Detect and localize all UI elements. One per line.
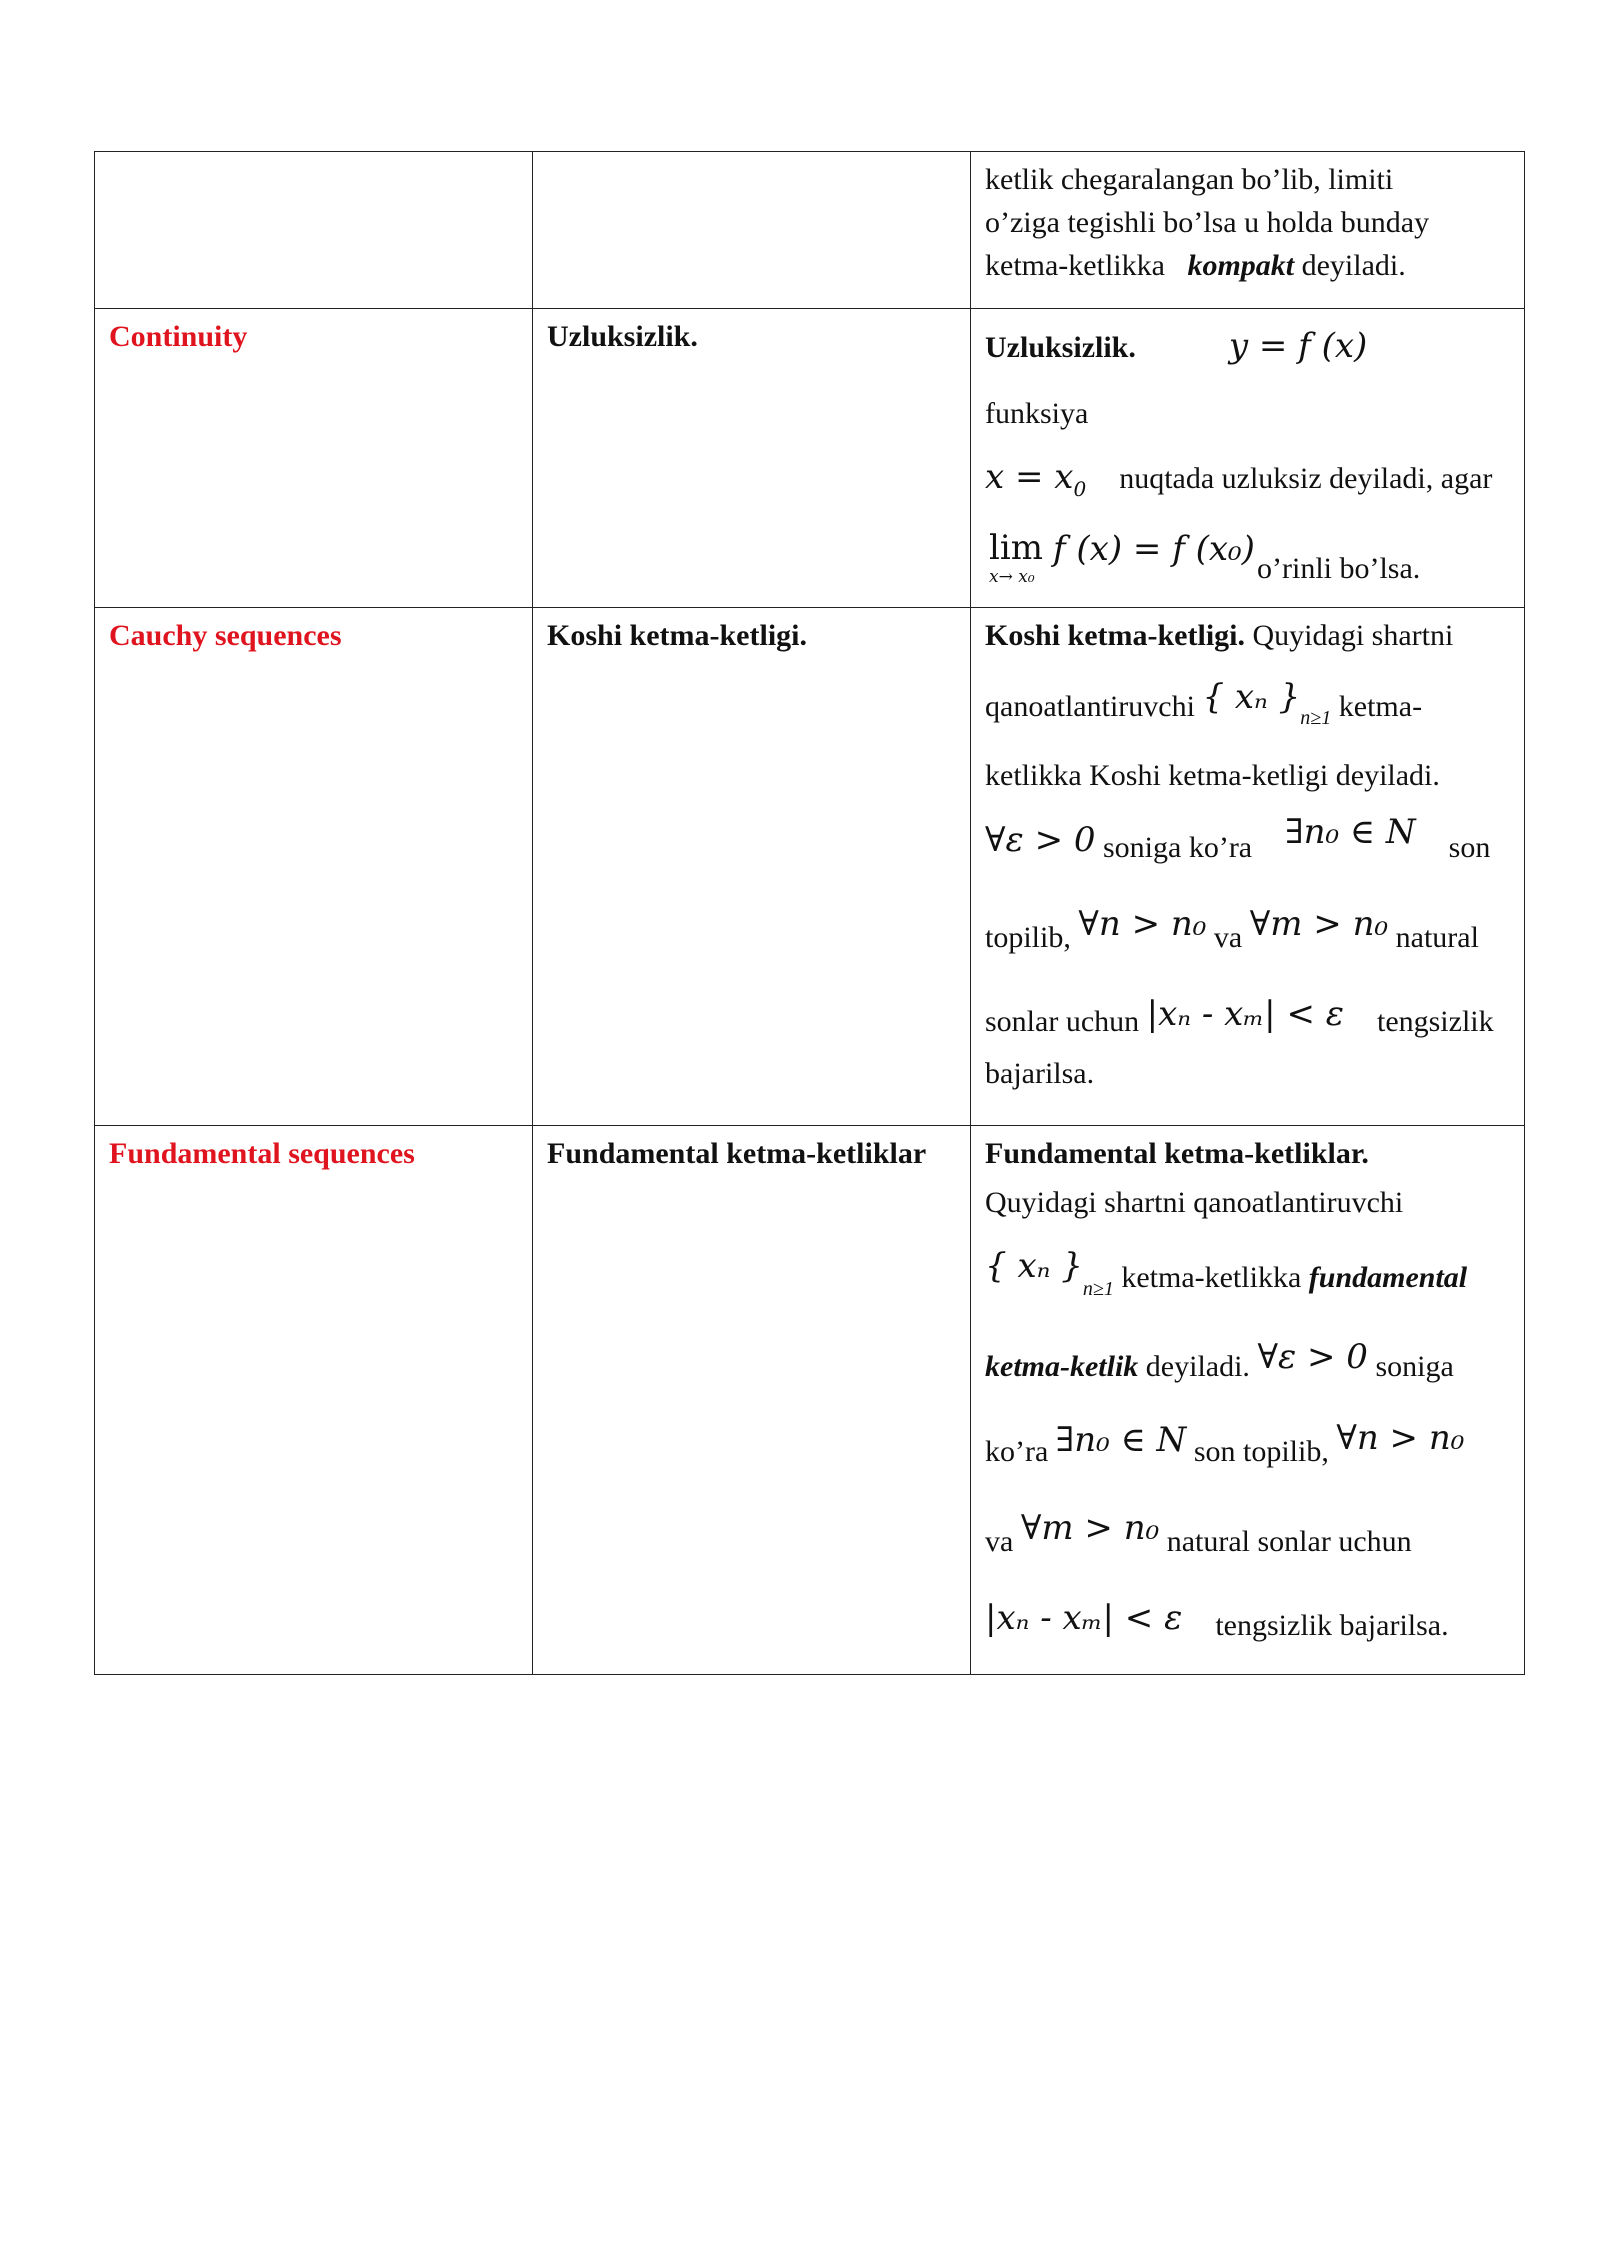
english-term-cell	[95, 152, 533, 309]
table-row	[95, 608, 1525, 1126]
english-term-cell: Fundamental sequences	[95, 1126, 533, 1675]
definition-line: ketma-ketlikka kompakt deyiladi.	[985, 249, 1406, 282]
definition-cell: Koshi ketma-ketligi. Quyidagi shartni qanoatlantiruvchi { xₙ }$_{n\ge 1}$ ketma- ketlikka Koshi ketma-ketligi deyiladi. ∀ε > 0 soniga ko’ra ∃n₀ ∈ N son topilib, ∀n > n₀ va ∀m > n₀ natural sonlar uchun |xₙ - xₘ| < ε tengsizlik bajarilsa.	[971, 608, 1525, 1126]
formula: f (x) = f (x₀)	[1053, 529, 1255, 569]
limit-formula: lim x→ x₀	[989, 528, 1043, 587]
emphasized-term: kompakt	[1187, 249, 1295, 282]
definition-heading: Uzluksizlik.	[985, 331, 1136, 364]
formula: |xₙ - xₘ| < ε	[1146, 994, 1344, 1034]
sequence-formula: { xₙ }	[985, 1246, 1083, 1286]
definition-cell: Uzluksizlik. y = f (x) funksiya $x = x_0$ nuqtada uzluksiz deyiladi, agar lim x→ x₀ f (x) = f (x₀) o’rinli bo’lsa.	[971, 309, 1525, 608]
english-term-cell: Cauchy sequences	[95, 608, 533, 1126]
definition-line: ketlik chegaralangan bo’lib, limiti	[985, 163, 1394, 196]
formula: ∀ε > 0	[1257, 1337, 1368, 1377]
glossary-table	[94, 151, 1525, 1675]
table-row	[95, 1126, 1525, 1675]
definition-line: o’ziga tegishli bo’lsa u holda bunday	[985, 206, 1430, 239]
uzbek-term-cell: Koshi ketma-ketligi.	[533, 608, 971, 1126]
uzbek-term-cell: Fundamental ketma-ketliklar	[533, 1126, 971, 1675]
formula: |xₙ - xₘ| < ε	[985, 1598, 1183, 1638]
formula: $x = x_0$	[985, 457, 1087, 501]
definition-heading: Fundamental ketma-ketliklar.	[985, 1137, 1369, 1170]
formula: y = f (x)	[1228, 326, 1368, 366]
definition-heading: Koshi ketma-ketligi.	[985, 619, 1245, 652]
definition-cell	[971, 152, 1525, 309]
formula: ∀n > n₀	[1078, 904, 1207, 944]
sequence-formula: { xₙ }	[1202, 677, 1301, 717]
uzbek-term-cell	[533, 152, 971, 309]
definition-cell: Fundamental ketma-ketliklar. Quyidagi shartni qanoatlantiruvchi { xₙ }$_{n\ge 1}$ ketma-ketlikka fundamental ketma-ketlik deyiladi. ∀ε > 0 soniga ko’ra ∃n₀ ∈ N son topilib, ∀n > n₀ va ∀m > n₀ natural sonlar uchun |xₙ - xₘ| < ε tengsizlik bajarilsa.	[971, 1126, 1525, 1675]
formula: ∀m > n₀	[1020, 1508, 1160, 1548]
formula: ∃n₀ ∈ N	[1285, 812, 1416, 852]
formula: ∃n₀ ∈ N	[1055, 1420, 1187, 1460]
emphasized-term: fundamental	[1308, 1261, 1468, 1294]
table-row	[95, 152, 1525, 309]
english-term-cell: Continuity	[95, 309, 533, 608]
uzbek-term-cell: Uzluksizlik.	[533, 309, 971, 608]
formula: ∀n > n₀	[1336, 1418, 1465, 1458]
formula: ∀m > n₀	[1249, 904, 1389, 944]
emphasized-term: ketma-ketlik	[985, 1350, 1139, 1383]
table-row	[95, 309, 1525, 608]
formula: ∀ε > 0	[985, 820, 1096, 860]
